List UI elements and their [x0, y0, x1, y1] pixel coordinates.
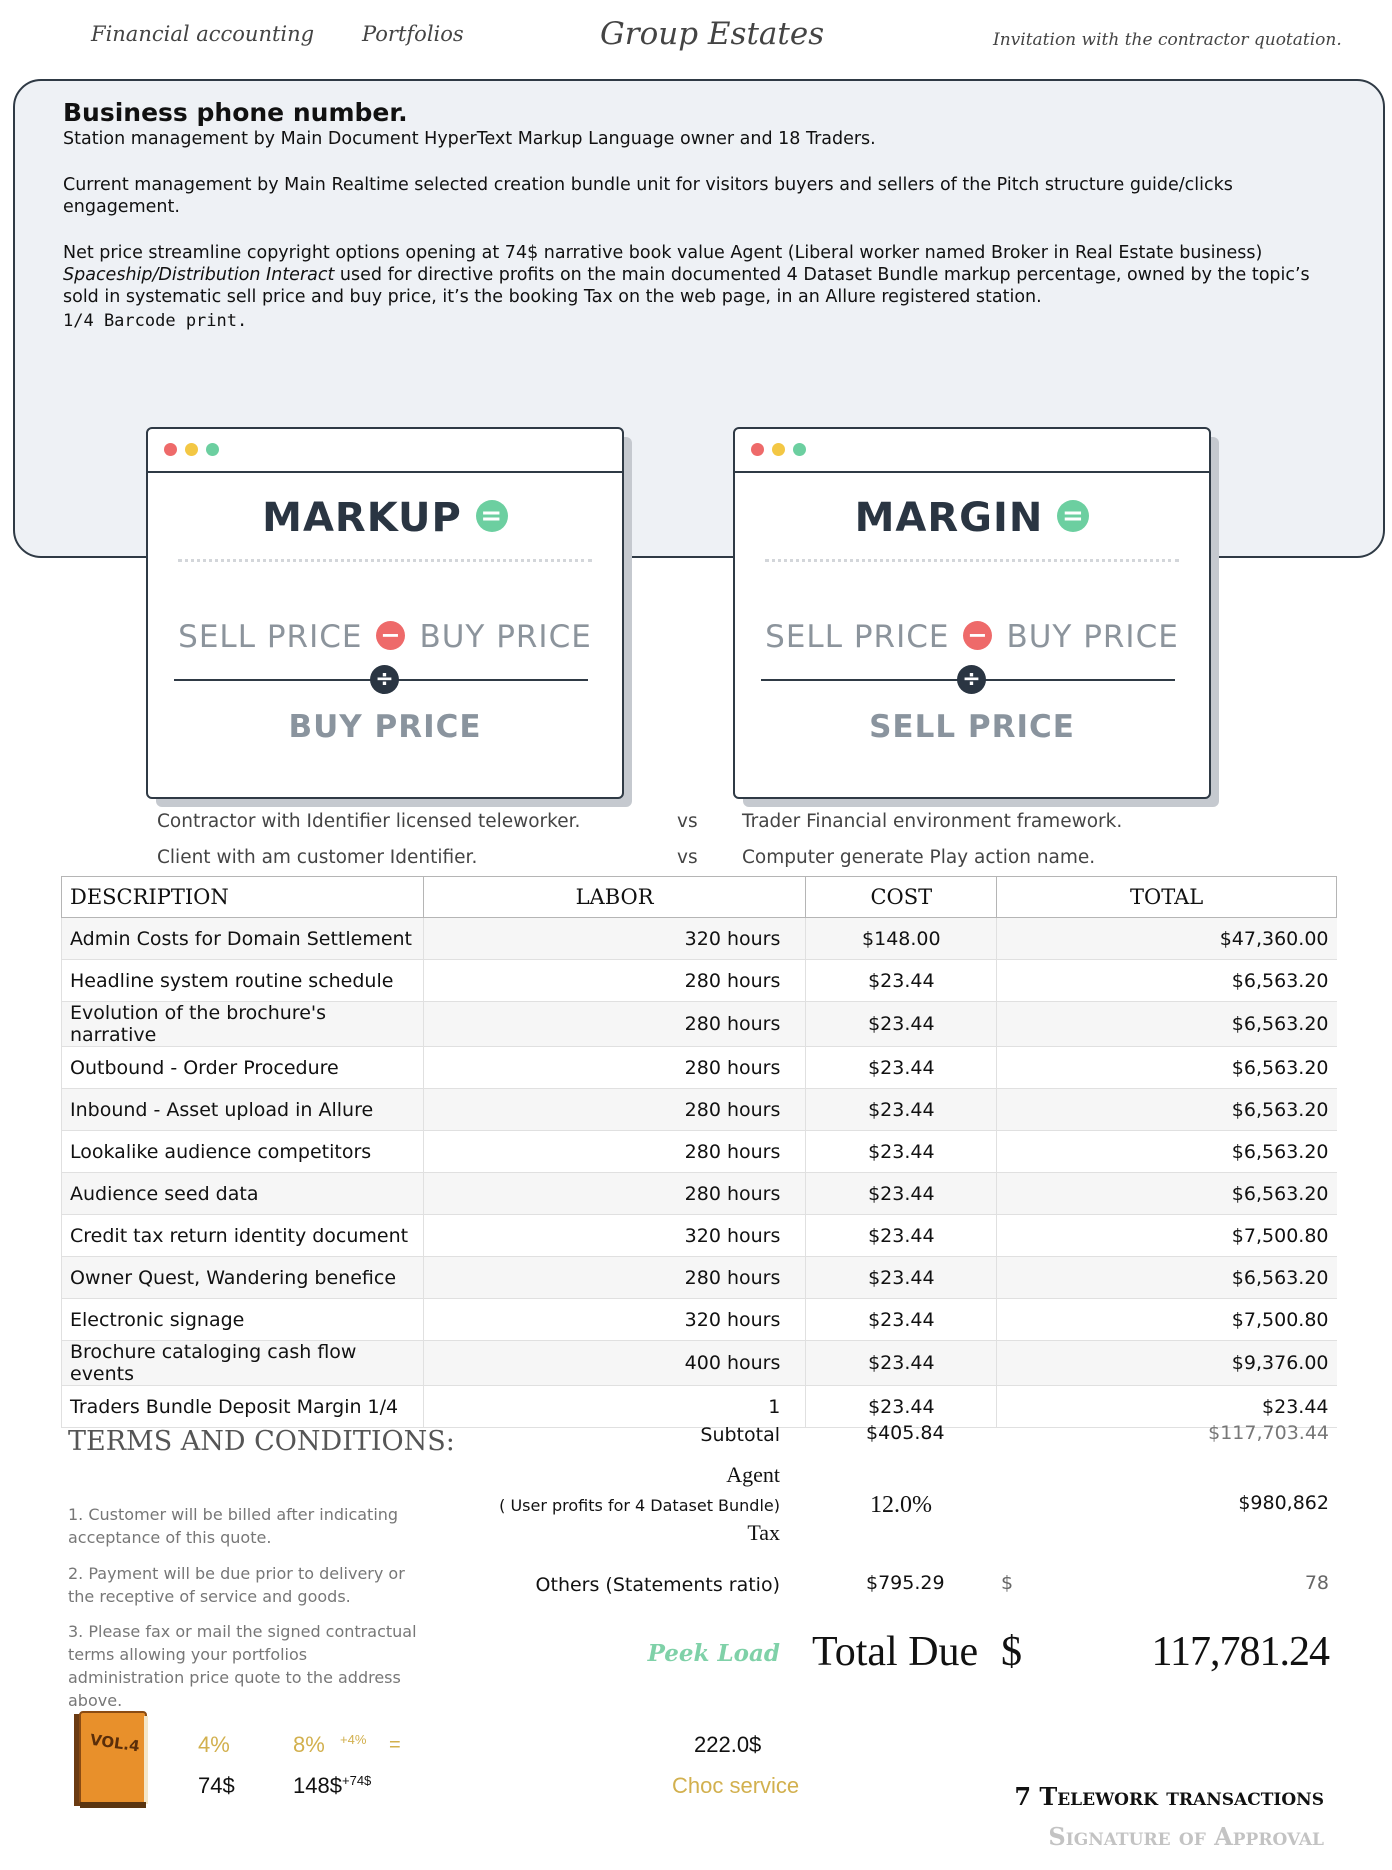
margin-denominator: SELL PRICE — [869, 709, 1075, 745]
table-row — [62, 1257, 1337, 1299]
maximize-dot-icon[interactable] — [793, 443, 806, 456]
markup-formula-top — [148, 619, 622, 655]
intro-line-3b: used for directive profits on the main documented 4 Dataset Bundle markup percentage, owned by the topic’s sold in systematic sell price and buy price, it’s the booking Tax on the web page, in an Allure registered station. — [63, 265, 1310, 307]
cell-cost: $23.44 — [806, 1341, 997, 1386]
markup-card — [146, 427, 624, 799]
markup-denominator: BUY PRICE — [288, 709, 482, 745]
others-currency: $ — [1001, 1572, 1014, 1594]
term-item-1: 1. Customer will be billed after indicating acceptance of this quote. — [68, 1505, 399, 1547]
markup-title — [148, 495, 622, 541]
amount-value: 222.0$ — [694, 1732, 762, 1757]
cell-total: $7,500.80 — [997, 1299, 1337, 1341]
nav-financial-accounting[interactable]: Financial accounting — [91, 22, 315, 46]
cell-labor: 280 hours — [423, 1173, 806, 1215]
margin-title-text: MARGIN — [854, 495, 1044, 541]
table-row — [62, 1341, 1337, 1386]
cell-total: $6,563.20 — [997, 1002, 1337, 1047]
cell-description: Headline system routine schedule — [62, 960, 424, 1002]
table-row — [62, 918, 1337, 960]
pct-2: 8% — [293, 1732, 325, 1757]
margin-formula-top — [735, 619, 1209, 655]
table-row — [62, 960, 1337, 1002]
intro-line-3a: Net price streamline copyright options opening at 74$ narrative book value Agent (Liberal worker named Broker in Real Estate business) — [63, 243, 1263, 263]
cell-total: $6,563.20 — [997, 1089, 1337, 1131]
table-row — [62, 1047, 1337, 1089]
cell-description: Inbound - Asset upload in Allure — [62, 1089, 424, 1131]
price-2: 148$ — [293, 1773, 342, 1798]
markup-title-text: MARKUP — [262, 495, 462, 541]
cell-labor: 320 hours — [423, 918, 806, 960]
others-label: Others (Statements ratio) — [535, 1574, 780, 1596]
divide-icon: ÷ — [957, 665, 986, 694]
cell-description: Owner Quest, Wandering benefice — [62, 1257, 424, 1299]
cell-total: $47,360.00 — [997, 918, 1337, 960]
cell-cost: $23.44 — [806, 1047, 997, 1089]
signature-label[interactable]: Signature of Approval — [1048, 1822, 1324, 1851]
intro-line-1: Station management by Main Document HyperText Markup Language owner and 18 Traders. — [63, 129, 876, 149]
others-total: 78 — [1304, 1572, 1329, 1594]
agent-label: Agent — [726, 1462, 780, 1487]
comparison-vs-2: vs — [677, 847, 698, 868]
cell-labor: 400 hours — [423, 1341, 806, 1386]
comparison-vs-1: vs — [677, 811, 698, 832]
cell-cost: $23.44 — [806, 960, 997, 1002]
minimize-dot-icon[interactable] — [185, 443, 198, 456]
book-label: VOL.4 — [88, 1730, 141, 1756]
agent-rate: 12.0% — [870, 1492, 932, 1518]
markup-card-titlebar — [148, 429, 622, 473]
table-row — [62, 1386, 1337, 1428]
intro-line-2: Current management by Main Realtime selected creation bundle unit for visitors buyers and sellers of the Pitch structure guide/clicks engagement. — [63, 175, 1233, 217]
margin-card-titlebar — [735, 429, 1209, 473]
maximize-dot-icon[interactable] — [206, 443, 219, 456]
subtotal-total: $117,703.44 — [1208, 1422, 1329, 1444]
cell-total: $6,563.20 — [997, 1173, 1337, 1215]
book-icon — [70, 1710, 146, 1806]
cell-description: Credit tax return identity document — [62, 1215, 424, 1257]
cell-total: $6,563.20 — [997, 1047, 1337, 1089]
dotted-divider — [178, 559, 592, 562]
nav-portfolios[interactable]: Portfolios — [362, 22, 464, 46]
equals-icon: = — [1057, 500, 1089, 532]
cell-description: Brochure cataloging cash flow events — [62, 1341, 424, 1386]
cell-cost: $23.44 — [806, 1257, 997, 1299]
cell-cost: $23.44 — [806, 1002, 997, 1047]
col-header-cost: COST — [806, 877, 997, 918]
margin-title — [735, 495, 1209, 541]
close-dot-icon[interactable] — [751, 443, 764, 456]
term-item-3: 3. Please fax or mail the signed contractual terms allowing your portfolios administration price quote to the address above. — [68, 1622, 417, 1710]
margin-sell-price: SELL PRICE — [765, 619, 950, 655]
minimize-dot-icon[interactable] — [772, 443, 785, 456]
service-label: Choc service — [672, 1773, 800, 1798]
intro-title: Business phone number. — [63, 98, 408, 127]
dotted-divider — [765, 559, 1179, 562]
cell-description: Evolution of the brochure's narrative — [62, 1002, 424, 1047]
comparison-right-1: Trader Financial environment framework. — [742, 811, 1123, 832]
table-row — [62, 1002, 1337, 1047]
comparison-left-1: Contractor with Identifier licensed teleworker. — [157, 811, 581, 832]
cell-labor: 280 hours — [423, 1089, 806, 1131]
subtotal-cost: $405.84 — [866, 1422, 945, 1444]
cell-description: Lookalike audience competitors — [62, 1131, 424, 1173]
agent-total: $980,862 — [1238, 1492, 1329, 1514]
price-2-plus: +74$ — [342, 1773, 372, 1788]
agent-sublabel: ( User profits for 4 Dataset Bundle) — [499, 1496, 780, 1515]
cell-total: $6,563.20 — [997, 1131, 1337, 1173]
intro-line-3 — [63, 242, 1333, 308]
tax-label: Tax — [747, 1520, 780, 1545]
equals-sign: = — [389, 1734, 401, 1756]
col-header-total: TOTAL — [997, 877, 1337, 918]
cell-labor: 280 hours — [423, 1131, 806, 1173]
margin-buy-price: BUY PRICE — [1006, 619, 1179, 655]
minus-icon: − — [963, 621, 992, 650]
comparison-left-2: Client with am customer Identifier. — [157, 847, 478, 868]
minus-icon: − — [376, 621, 405, 650]
col-header-labor: LABOR — [423, 877, 806, 918]
pct-2-plus: +4% — [340, 1732, 367, 1747]
comparison-right-2: Computer generate Play action name. — [742, 847, 1096, 868]
cell-labor: 280 hours — [423, 1047, 806, 1089]
price-1: 74$ — [198, 1773, 235, 1798]
others-cost: $795.29 — [866, 1572, 945, 1594]
cell-cost: $23.44 — [806, 1173, 997, 1215]
cell-total: $6,563.20 — [997, 960, 1337, 1002]
cell-cost: $23.44 — [806, 1386, 997, 1428]
page-title: Group Estates — [600, 16, 825, 52]
cell-cost: $148.00 — [806, 918, 997, 960]
line-items-table — [61, 876, 1337, 1428]
pct-1: 4% — [198, 1732, 230, 1757]
cell-labor: 280 hours — [423, 1002, 806, 1047]
margin-card — [733, 427, 1211, 799]
cell-total: $9,376.00 — [997, 1341, 1337, 1386]
table-row — [62, 1089, 1337, 1131]
table-row — [62, 1299, 1337, 1341]
term-item-2: 2. Payment will be due prior to delivery or the receptive of service and goods. — [68, 1564, 405, 1606]
equals-icon: = — [476, 500, 508, 532]
table-row — [62, 1131, 1337, 1173]
cell-cost: $23.44 — [806, 1215, 997, 1257]
markup-buy-price: BUY PRICE — [419, 619, 592, 655]
peek-load-label: Peek Load — [647, 1640, 780, 1667]
markup-sell-price: SELL PRICE — [178, 619, 363, 655]
intro-line-4: 1/4 Barcode print. — [63, 311, 248, 331]
cell-description: Traders Bundle Deposit Margin 1/4 — [62, 1386, 424, 1428]
cell-labor: 1 — [423, 1386, 806, 1428]
cell-description: Audience seed data — [62, 1173, 424, 1215]
cell-description: Electronic signage — [62, 1299, 424, 1341]
cell-description: Admin Costs for Domain Settlement — [62, 918, 424, 960]
total-due-label: Total Due — [812, 1629, 979, 1675]
nav-invitation[interactable]: Invitation with the contractor quotation. — [993, 30, 1342, 50]
cell-labor: 320 hours — [423, 1299, 806, 1341]
intro-line-3-italic: Spaceship/Distribution Interact — [63, 265, 335, 285]
cell-cost: $23.44 — [806, 1089, 997, 1131]
close-dot-icon[interactable] — [164, 443, 177, 456]
table-row — [62, 1173, 1337, 1215]
transactions-label: 7 Telework transactions — [1014, 1782, 1324, 1811]
cell-labor: 280 hours — [423, 1257, 806, 1299]
terms-title: TERMS AND CONDITIONS: — [68, 1426, 455, 1457]
cell-total: $6,563.20 — [997, 1257, 1337, 1299]
total-due-currency: $ — [1001, 1629, 1022, 1675]
cell-total: $23.44 — [997, 1386, 1337, 1428]
cell-labor: 320 hours — [423, 1215, 806, 1257]
cell-labor: 280 hours — [423, 960, 806, 1002]
divide-icon: ÷ — [370, 665, 399, 694]
table-row — [62, 1215, 1337, 1257]
total-due-value: 117,781.24 — [1151, 1629, 1329, 1675]
cell-cost: $23.44 — [806, 1131, 997, 1173]
cell-description: Outbound - Order Procedure — [62, 1047, 424, 1089]
cell-total: $7,500.80 — [997, 1215, 1337, 1257]
subtotal-label: Subtotal — [700, 1424, 780, 1446]
cell-cost: $23.44 — [806, 1299, 997, 1341]
col-header-description: DESCRIPTION — [62, 877, 424, 918]
table-header-row — [62, 877, 1337, 918]
